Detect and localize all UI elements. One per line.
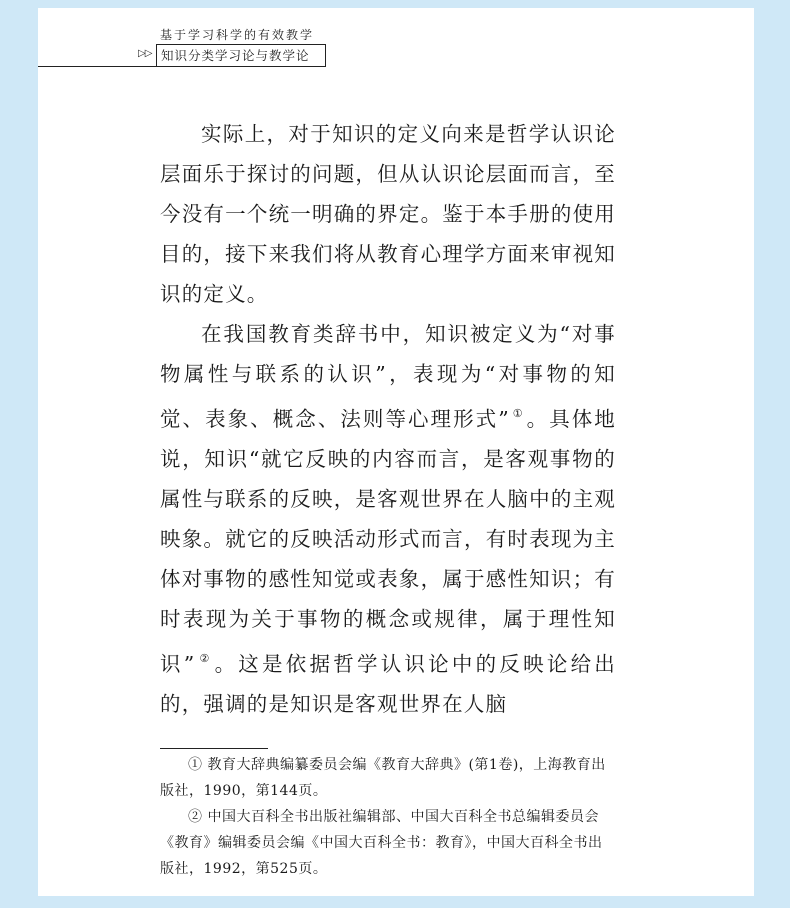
paragraph-text: 。具体地说，知识“就它反映的内容而言，是客观事物的属性与联系的反映，是客观世界在人脑中的主观映象。就它的反映活动形式而言，有时表现为主体对事物的感性知觉或表象，属于感性知识；有时表现为关于事物的概念或规律，属于理性知识” (160, 407, 616, 676)
section-title: 知识分类学习论与教学论 (156, 44, 326, 66)
footnote: ② 中国大百科全书出版社编辑部、中国大百科全书总编辑委员会《教育》编辑委员会编《中国大百科全书：教育》，中国大百科全书出版社，1992，第525页。 (160, 809, 603, 877)
paragraph: 实际上，对于知识的定义向来是哲学认识论层面乐于探讨的问题，但从认识论层面而言，至今没有一个统一明确的界定。鉴于本手册的使用目的，接下来我们将从教育心理学方面来审视知识的定义。 (160, 122, 616, 306)
paragraph (160, 314, 616, 724)
footnote-ref: ① (511, 407, 525, 420)
body-text (160, 114, 616, 724)
double-arrow-icon: ▷▷ (138, 48, 152, 59)
book-page (38, 8, 754, 896)
section-header (38, 44, 326, 67)
footnote: ① 教育大辞典编纂委员会编《教育大辞典》(第1卷)，上海教育出版社，1990，第144页。 (160, 757, 606, 799)
footnotes (160, 752, 616, 882)
paragraph-text: 在我国教育类辞书中，知识被定义为“对事物属性与联系的认识”，表现为“对事物的知觉、表象、概念、法则等心理形式” (160, 322, 616, 431)
paragraph-text: 。这是依据哲学认识论中的反映论给出的，强调的是知识是客观世界在人脑 (160, 652, 617, 716)
running-head-title: 基于学习科学的有效教学 (160, 28, 315, 42)
footnote-divider (160, 748, 268, 749)
footnote-ref: ② (197, 652, 213, 665)
